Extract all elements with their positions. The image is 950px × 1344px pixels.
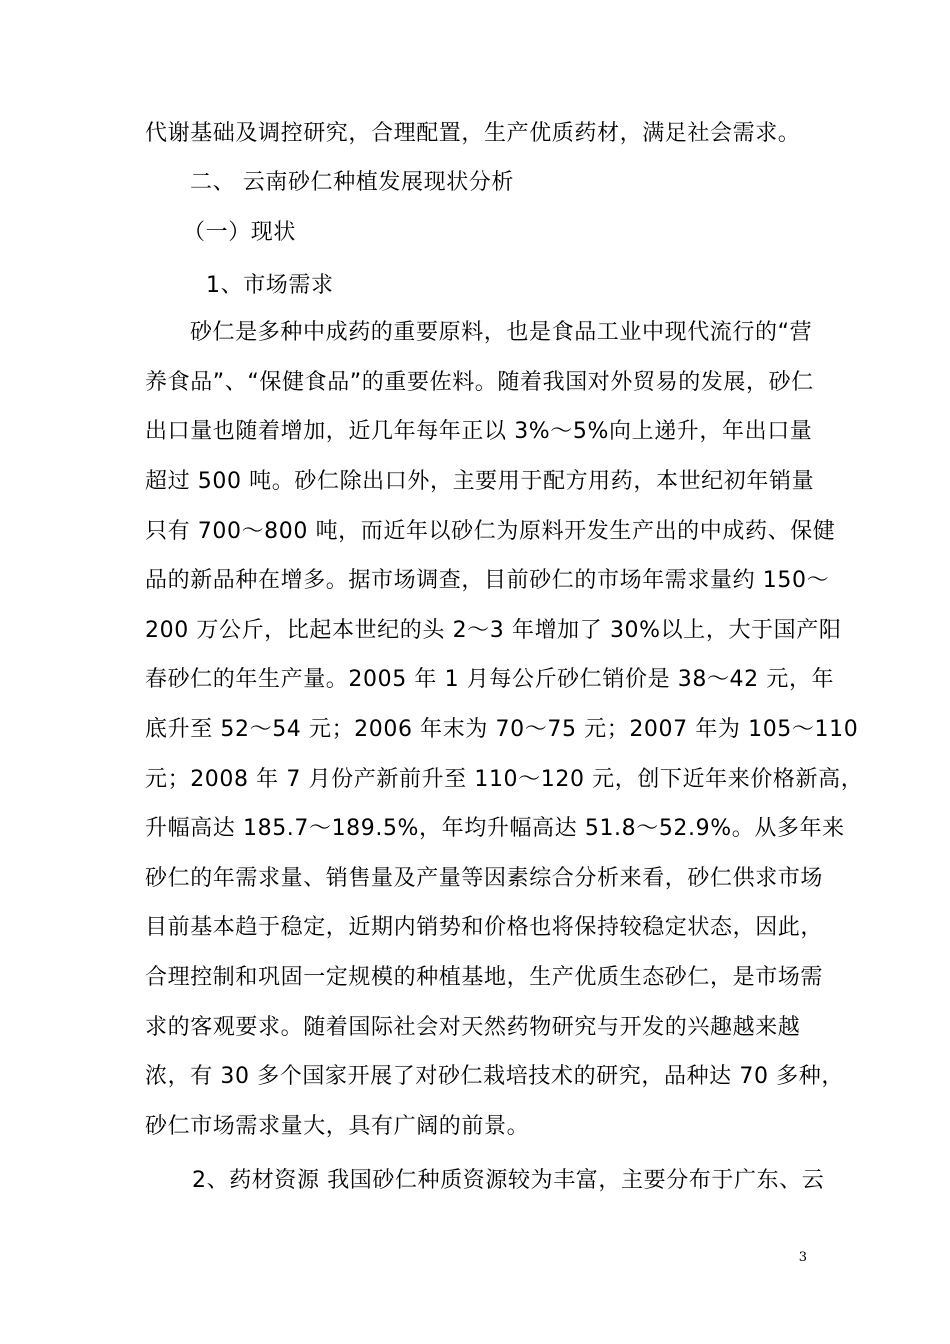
subsection-heading: （一）现状	[183, 220, 297, 245]
item-heading: 1、市场需求	[206, 273, 334, 298]
text-line: 养食品”、“保健食品”的重要佐料。随着我国对外贸易的发展，砂仁	[145, 370, 814, 395]
text-line: 200 万公斤，比起本世纪的头 2～3 年增加了 30%以上，大于国产阳	[145, 618, 842, 643]
text-line: 春砂仁的年生产量。2005 年 1 月每公斤砂仁销价是 38～42 元，年	[145, 667, 835, 692]
text-line: 砂仁是多种中成药的重要原料，也是食品工业中现代流行的“营	[190, 320, 813, 345]
text-line: 升幅高达 185.7～189.5%，年均升幅高达 51.8～52.9%。从多年来	[145, 816, 845, 841]
text-line: 目前基本趋于稳定，近期内销势和价格也将保持较稳定状态，因此，	[145, 915, 824, 940]
text-line: 2、药材资源 我国砂仁种质资源较为丰富，主要分布于广东、云	[192, 1168, 825, 1193]
text-line: 出口量也随着增加，近几年每年正以 3%～5%向上递升，年出口量	[145, 419, 813, 444]
text-line: 砂仁的年需求量、销售量及产量等因素综合分析来看，砂仁供求市场	[145, 866, 824, 891]
text-line: 求的客观要求。随着国际社会对天然药物研究与开发的兴趣越来越	[145, 1015, 801, 1040]
text-line: 超过 500 吨。砂仁除出口外，主要用于配方用药，本世纪初年销量	[145, 469, 815, 494]
text-line: 代谢基础及调控研究，合理配置，生产优质药材，满足社会需求。	[145, 121, 801, 146]
text-line: 只有 700～800 吨，而近年以砂仁为原料开发生产出的中成药、保健	[145, 519, 836, 544]
text-line: 品的新品种在增多。据市场调查，目前砂仁的市场年需求量约 150～	[145, 568, 830, 593]
text-line: 底升至 52～54 元；2006 年末为 70～75 元；2007 年为 105～110	[145, 717, 859, 742]
text-line: 元；2008 年 7 月份产新前升至 110～120 元，创下近年来价格新高，	[145, 767, 864, 792]
page-number: 3	[798, 1250, 807, 1265]
text-line: 合理控制和巩固一定规模的种植基地，生产优质生态砂仁，是市场需	[145, 965, 824, 990]
section-heading: 二、 云南砂仁种植发展现状分析	[190, 170, 514, 195]
text-line: 砂仁市场需求量大，具有广阔的前景。	[145, 1114, 530, 1139]
text-line: 浓，有 30 多个国家开展了对砂仁栽培技术的研究，品种达 70 多种，	[145, 1064, 844, 1089]
